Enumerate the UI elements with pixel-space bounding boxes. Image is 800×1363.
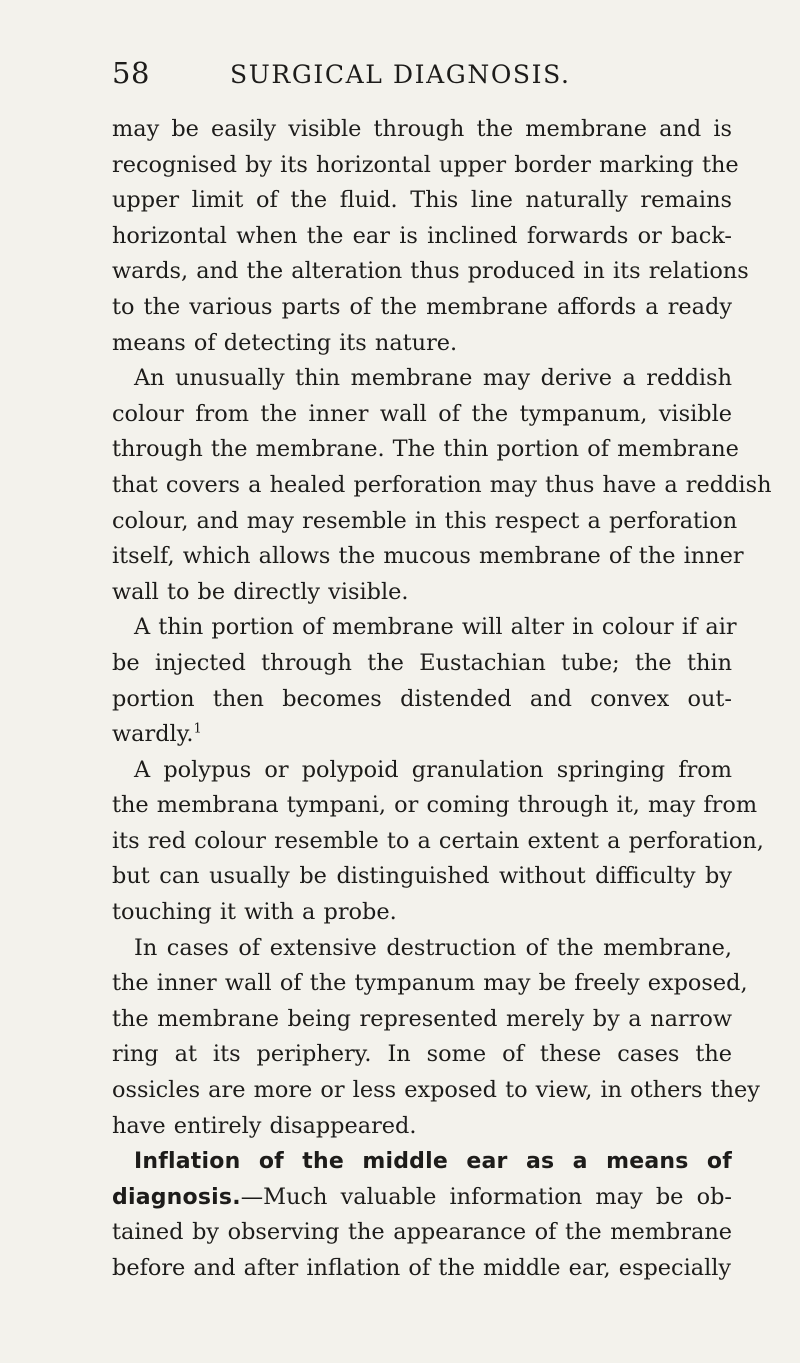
text-line: means of detecting its nature. xyxy=(112,329,458,356)
text-line: the membrane being represented merely by a narrow xyxy=(112,1005,732,1032)
page-number: 58 xyxy=(112,56,150,90)
paragraph xyxy=(112,112,749,361)
text-line: its red colour resemble to a certain extent a perforation, xyxy=(112,827,764,854)
paragraph xyxy=(112,361,772,610)
text-line: horizontal when the ear is inclined forwards or back- xyxy=(112,222,732,249)
text-line: to the various parts of the membrane affords a ready xyxy=(112,293,732,320)
text-line: ossicles are more or less exposed to view, in others they xyxy=(112,1077,760,1104)
text-line: may be easily visible through the membrane and is xyxy=(112,116,732,142)
paragraph xyxy=(112,1144,732,1286)
paragraph xyxy=(112,931,760,1145)
text-line xyxy=(112,717,732,753)
text-line: that covers a healed perforation may thus have a reddish xyxy=(112,471,772,498)
text-line: A polypus or polypoid granulation springing from xyxy=(134,756,732,783)
paragraph xyxy=(112,610,737,752)
text-line: recognised by its horizontal upper border marking the xyxy=(112,151,739,178)
text-line: through the membrane. The thin portion of membrane xyxy=(112,436,739,463)
section-sidehead-continued: diagnosis. xyxy=(112,1184,241,1210)
text-line: the membrana tympani, or coming through it, may from xyxy=(112,792,758,819)
text-line: be injected through the Eustachian tube; the thin xyxy=(112,649,732,676)
text-line: itself, which allows the mucous membrane of the inner xyxy=(112,543,744,570)
text-line xyxy=(112,1180,732,1216)
section-sidehead: Inflation of the middle ear as a means of xyxy=(134,1149,732,1175)
text-line: An unusually thin membrane may derive a reddish xyxy=(134,365,732,392)
text-line: In cases of extensive destruction of the membrane, xyxy=(134,934,732,961)
footnote-mark: 1 xyxy=(193,721,202,737)
text-line: the inner wall of the tympanum may be freely exposed, xyxy=(112,970,748,997)
text-line: touching it with a probe. xyxy=(112,899,397,926)
body-text xyxy=(112,112,772,1287)
text-line: wards, and the alteration thus produced in its relations xyxy=(112,258,749,285)
text-line: colour from the inner wall of the tympanum, visible xyxy=(112,400,732,427)
text-line: but can usually be distinguished without difficulty by xyxy=(112,863,732,890)
text-line: ring at its periphery. In some of these cases the xyxy=(112,1041,732,1068)
paragraph xyxy=(112,753,764,931)
text-line: portion then becomes distended and convex out- xyxy=(112,685,732,712)
text-line: A thin portion of membrane will alter in colour if air xyxy=(134,614,737,641)
text-line: colour, and may resemble in this respect a perforation xyxy=(112,507,738,534)
text-line: have entirely disappeared. xyxy=(112,1112,417,1139)
running-head: SURGICAL DIAGNOSIS. xyxy=(230,60,571,89)
text-fragment: —Much valuable information may be ob- xyxy=(240,1183,732,1210)
text-line: upper limit of the fluid. This line naturally remains xyxy=(112,187,732,214)
text-line: before and after inflation of the middle ear, especially xyxy=(112,1255,732,1281)
text-line: wall to be directly visible. xyxy=(112,578,409,605)
text-line: tained by observing the appearance of the membrane xyxy=(112,1219,732,1246)
text-fragment: wardly. xyxy=(112,721,194,748)
page-header xyxy=(112,56,720,96)
